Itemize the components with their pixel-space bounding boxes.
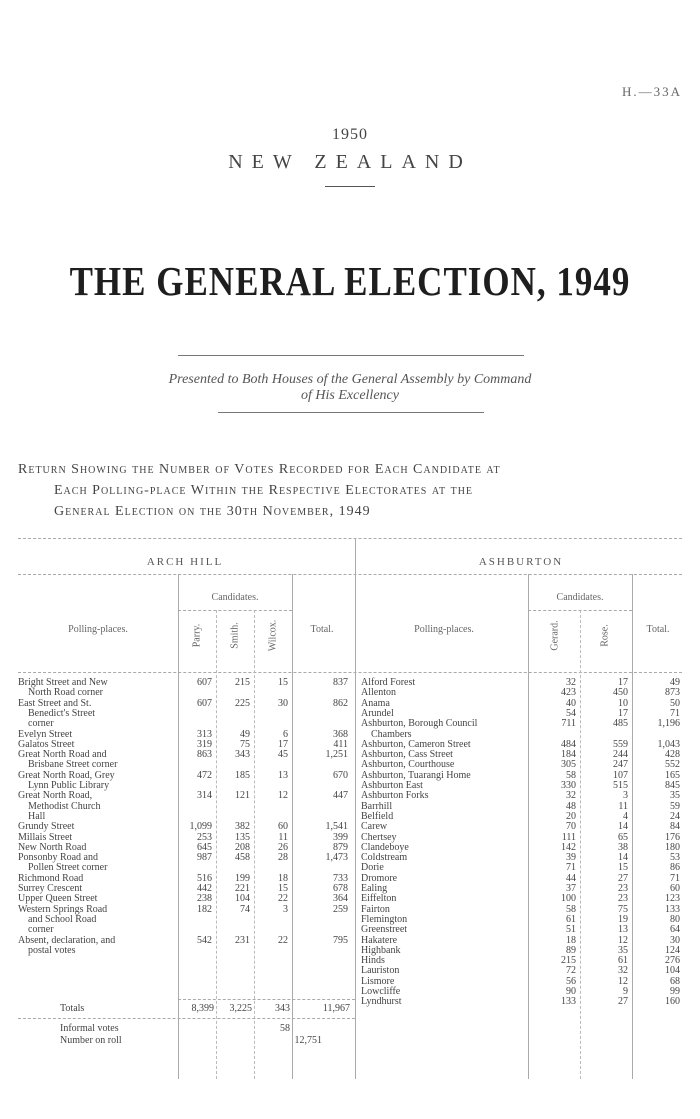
total-smith: 3,225 — [229, 1003, 252, 1014]
polling-place-name: Lowcliffe — [361, 986, 401, 997]
parry-votes: 319 — [197, 738, 212, 750]
polling-place-name: Ashburton Forks — [361, 790, 429, 802]
smith-votes: 74 — [240, 903, 250, 915]
table-header-rule — [18, 574, 682, 575]
gerard-votes: 58 — [566, 769, 576, 781]
informal-label: Informal votes — [60, 1023, 119, 1034]
row-total: 35 — [670, 790, 680, 802]
smith-votes: 135 — [235, 831, 250, 843]
row-total: 59 — [670, 800, 680, 812]
row-total: 60 — [670, 883, 680, 894]
smith-votes: 343 — [235, 749, 250, 761]
smith-votes: 458 — [235, 852, 250, 864]
row-total: 160 — [665, 996, 680, 1008]
row-total: 873 — [665, 687, 680, 699]
wilcox-votes: 15 — [278, 677, 288, 688]
wilcox-votes: 17 — [278, 738, 288, 750]
parry-votes: 182 — [197, 903, 212, 915]
rose-votes: 515 — [613, 780, 628, 791]
wilcox-votes: 28 — [278, 852, 288, 864]
row-total: 399 — [333, 831, 348, 843]
polling-place-name: Dromore — [361, 872, 398, 884]
section-divider — [355, 538, 356, 1079]
row-total: 837 — [333, 677, 348, 688]
rose-votes: 15 — [618, 862, 628, 874]
gerard-votes: 20 — [566, 810, 576, 822]
row-total: 1,196 — [657, 718, 680, 730]
wilcox-votes: 22 — [278, 893, 288, 905]
smith-votes: 221 — [235, 883, 250, 894]
polling-place-name: Ashburton East — [361, 780, 423, 791]
row-total: 64 — [670, 924, 680, 936]
total-all: 11,967 — [322, 1003, 350, 1014]
smith-votes: 75 — [240, 738, 250, 750]
rose-votes: 11 — [618, 800, 628, 812]
parry-votes: 645 — [197, 841, 212, 853]
page-reference: H.—33A — [621, 84, 682, 99]
smith-votes: 199 — [235, 872, 250, 884]
parry-votes: 542 — [197, 934, 212, 946]
rose-votes: 27 — [618, 872, 628, 884]
gerard-votes: 89 — [566, 944, 576, 956]
polling-place-name: Great North Road, — [18, 790, 93, 802]
rose-votes: 3 — [623, 790, 628, 802]
row-total: 50 — [670, 697, 680, 709]
gerard-votes: 48 — [566, 800, 576, 812]
polling-place-name: Greenstreet — [361, 924, 408, 936]
gerard-votes: 51 — [566, 924, 576, 936]
rose-votes: 12 — [618, 934, 628, 946]
gerard-votes: 423 — [561, 687, 576, 699]
row-total: 1,043 — [657, 738, 680, 750]
electorate-ashburton: ASHBURTON — [478, 556, 564, 568]
top-rule — [178, 355, 524, 356]
polling-place-name: corner — [28, 718, 54, 730]
arch-hill-candidates-label: Candidates. — [211, 592, 259, 603]
rose-votes: 32 — [618, 965, 628, 977]
gerard-votes: 184 — [561, 749, 576, 761]
row-total: 259 — [333, 903, 348, 915]
gerard-votes: 18 — [566, 934, 576, 946]
parry-votes: 442 — [197, 883, 212, 894]
totals-bottom-rule — [18, 1018, 355, 1019]
smith-votes: 231 — [235, 934, 250, 946]
polling-place-name: corner — [28, 924, 54, 936]
rose-votes: 65 — [618, 831, 628, 843]
wilcox-votes: 26 — [278, 841, 288, 853]
row-total: 84 — [670, 821, 680, 833]
row-total: 71 — [670, 707, 680, 719]
polling-place-name: Eiffelton — [361, 893, 397, 905]
row-total: 428 — [665, 749, 680, 761]
smith-votes: 49 — [240, 728, 250, 740]
polling-place-name: Grundy Street — [18, 821, 75, 833]
gerard-votes: 305 — [561, 759, 576, 771]
row-total: 879 — [333, 841, 348, 853]
gerard-votes: 100 — [561, 893, 576, 905]
rose-votes: 61 — [618, 955, 628, 967]
parry-votes: 863 — [197, 749, 212, 761]
polling-place-name: Ashburton, Borough Council — [361, 718, 478, 730]
polling-place-name: Ponsonby Road and — [18, 852, 98, 864]
candidate-wilcox-header: Wilcox. — [267, 619, 279, 652]
polling-place-name: Fairton — [361, 903, 390, 915]
polling-place-name: Dorie — [361, 862, 384, 874]
polling-place-name: Hakatere — [361, 934, 398, 946]
polling-place-name: Lauriston — [361, 965, 400, 977]
gerard-votes: 330 — [561, 780, 576, 791]
polling-place-name: Belfield — [361, 810, 394, 822]
gerard-votes: 39 — [566, 852, 576, 864]
polling-place-name: Absent, declaration, and — [18, 934, 116, 946]
rose-votes: 27 — [618, 996, 628, 1008]
polling-place-name: Lynn Public Library — [28, 780, 110, 791]
roll-label: Number on roll — [60, 1035, 122, 1046]
row-total: 845 — [665, 780, 680, 791]
document-title: THE GENERAL ELECTION, 1949 — [69, 258, 631, 305]
return-description — [18, 459, 682, 522]
rose-votes: 247 — [613, 759, 628, 771]
wilcox-votes: 60 — [278, 821, 288, 833]
rose-votes: 14 — [618, 821, 628, 833]
gerard-votes: 142 — [561, 841, 576, 853]
arch-hill-polling-header: Polling-places. — [68, 624, 128, 635]
polling-place-name: Richmond Road — [18, 872, 84, 884]
row-total: 49 — [670, 677, 680, 688]
wilcox-votes: 45 — [278, 749, 288, 761]
table-body-rule — [18, 672, 682, 673]
polling-place-name: Alford Forest — [361, 677, 416, 688]
return-line-1: Return Showing the Number of Votes Recorded for Each Candidate at — [18, 462, 501, 477]
informal-value: 58 — [280, 1023, 290, 1034]
gerard-votes: 61 — [566, 913, 576, 925]
gerard-votes: 37 — [566, 883, 576, 894]
rose-votes: 14 — [618, 852, 628, 864]
rose-votes: 107 — [613, 769, 628, 781]
parry-votes: 987 — [197, 852, 212, 864]
rose-votes: 559 — [613, 738, 628, 750]
rose-votes: 38 — [618, 841, 628, 853]
polling-place-name: Ashburton, Cameron Street — [361, 738, 471, 750]
row-total: 123 — [665, 893, 680, 905]
wilcox-votes: 3 — [283, 903, 288, 915]
row-total: 86 — [670, 862, 680, 874]
polling-place-name: Ealing — [361, 883, 388, 894]
smith-votes: 121 — [235, 790, 250, 802]
wilcox-votes: 22 — [278, 934, 288, 946]
row-total: 80 — [670, 913, 680, 925]
row-total: 53 — [670, 852, 680, 864]
arch-hill-total-header: Total. — [310, 624, 334, 635]
polling-place-name: North Road corner — [28, 687, 103, 699]
smith-votes: 208 — [235, 841, 250, 853]
polling-place-name: Upper Queen Street — [18, 893, 98, 905]
row-total: 368 — [333, 728, 348, 740]
row-total: 176 — [665, 831, 680, 843]
row-total: 165 — [665, 769, 680, 781]
polling-place-name: Hall — [28, 810, 46, 822]
rose-votes: 17 — [618, 707, 628, 719]
totals-rule — [178, 999, 355, 1000]
gerard-votes: 32 — [566, 790, 576, 802]
row-total: 104 — [665, 965, 680, 977]
row-total: 447 — [333, 790, 348, 802]
heading-divider — [325, 186, 375, 187]
gerard-votes: 44 — [566, 872, 576, 884]
polling-place-name: Galatos Street — [18, 738, 75, 750]
polling-place-name: Great North Road and — [18, 749, 107, 761]
candidate-gerard-header: Gerard. — [549, 620, 561, 651]
row-total: 1,251 — [325, 749, 348, 761]
ashburton-total-header: Total. — [646, 624, 670, 635]
return-line-3: General Election on the 30th November, 1949 — [54, 504, 371, 519]
row-total: 1,541 — [325, 821, 348, 833]
wilcox-votes: 13 — [278, 769, 288, 781]
parry-votes: 607 — [197, 677, 212, 688]
polling-place-name: Coldstream — [361, 852, 408, 864]
polling-place-name: Clandeboye — [361, 841, 409, 853]
polling-place-name: and School Road — [28, 913, 97, 925]
return-line-2: Each Polling-place Within the Respective Electorates at the — [54, 483, 474, 498]
country-heading: NEW ZEALAND — [228, 151, 472, 173]
row-total: 411 — [333, 738, 348, 750]
presented-note — [0, 372, 700, 404]
smith-votes: 215 — [235, 677, 250, 688]
electorate-arch-hill: ARCH HILL — [146, 556, 224, 568]
polling-place-name: Great North Road, Grey — [18, 769, 115, 781]
row-total: 678 — [333, 883, 348, 894]
polling-place-name: Ashburton, Tuarangi Home — [361, 769, 471, 781]
gerard-votes: 90 — [566, 986, 576, 997]
polling-place-name: Chambers — [371, 728, 412, 740]
wilcox-votes: 18 — [278, 872, 288, 884]
gerard-votes: 133 — [561, 996, 576, 1008]
presented-line-1: Presented to Both Houses of the General Assembly by Command — [168, 372, 532, 387]
rose-votes: 244 — [613, 749, 628, 761]
polling-place-name: Millais Street — [18, 831, 73, 843]
row-total: 180 — [665, 841, 680, 853]
rose-votes: 10 — [618, 697, 628, 709]
polling-place-name: Brisbane Street corner — [28, 759, 118, 771]
polling-place-name: Hinds — [361, 955, 385, 967]
bottom-rule — [218, 412, 484, 413]
rose-votes: 9 — [623, 986, 628, 997]
polling-place-name: New North Road — [18, 841, 87, 853]
rose-votes: 4 — [623, 810, 628, 822]
rose-votes: 23 — [618, 883, 628, 894]
polling-place-name: Allenton — [361, 687, 396, 699]
rose-votes: 75 — [618, 903, 628, 915]
polling-place-name: Pollen Street corner — [28, 862, 108, 874]
row-total: 24 — [670, 810, 680, 822]
row-total: 733 — [333, 872, 348, 884]
total-wilcox: 343 — [275, 1003, 290, 1014]
polling-place-name: Western Springs Road — [18, 903, 108, 915]
gerard-votes: 72 — [566, 965, 576, 977]
polling-place-name: Flemington — [361, 913, 408, 925]
rose-votes: 17 — [618, 677, 628, 688]
rose-votes: 35 — [618, 944, 628, 956]
smith-votes: 382 — [235, 821, 250, 833]
polling-place-name: Methodist Church — [28, 800, 101, 812]
parry-votes: 516 — [197, 872, 212, 884]
row-total: 364 — [333, 893, 348, 905]
parry-votes: 238 — [197, 893, 212, 905]
gerard-votes: 40 — [566, 697, 576, 709]
polling-place-name: Chertsey — [361, 831, 397, 843]
totals-label: Totals — [60, 1003, 85, 1014]
gerard-votes: 215 — [561, 955, 576, 967]
polling-place-name: Carew — [361, 821, 388, 833]
row-total: 795 — [333, 934, 348, 946]
smith-votes: 185 — [235, 769, 250, 781]
row-total: 99 — [670, 986, 680, 997]
polling-place-name: Ashburton, Cass Street — [361, 749, 453, 761]
gerard-votes: 70 — [566, 821, 576, 833]
polling-place-name: Arundel — [361, 707, 394, 719]
gerard-votes: 56 — [566, 975, 576, 987]
parry-votes: 472 — [197, 769, 212, 781]
rose-votes: 23 — [618, 893, 628, 905]
polling-place-name: Lismore — [361, 975, 395, 987]
gerard-votes: 58 — [566, 903, 576, 915]
row-total: 124 — [665, 944, 680, 956]
polling-place-name: Ashburton, Courthouse — [361, 759, 455, 771]
smith-votes: 104 — [235, 893, 250, 905]
gerard-votes: 484 — [561, 738, 576, 750]
smith-votes: 225 — [235, 697, 250, 709]
row-total: 552 — [665, 759, 680, 771]
row-total: 1,473 — [325, 852, 348, 864]
polling-place-name: Lyndhurst — [361, 996, 402, 1008]
rose-votes: 485 — [613, 718, 628, 730]
row-total: 133 — [665, 903, 680, 915]
wilcox-votes: 30 — [278, 697, 288, 709]
total-parry: 8,399 — [191, 1003, 214, 1014]
gerard-votes: 711 — [561, 718, 576, 730]
roll-value: 12,751 — [294, 1035, 322, 1046]
polling-place-name: Highbank — [361, 944, 401, 956]
ashburton-candidates-label: Candidates. — [556, 592, 604, 603]
polling-place-name: Barrhill — [361, 800, 393, 812]
candidate-smith-header: Smith. — [229, 622, 241, 649]
row-total: 862 — [333, 697, 348, 709]
candidate-rose-header: Rose. — [599, 624, 611, 647]
candidate-parry-header: Parry. — [191, 623, 203, 648]
gerard-votes: 71 — [566, 862, 576, 874]
polling-place-name: postal votes — [28, 944, 76, 956]
polling-place-name: East Street and St. — [18, 697, 92, 709]
polling-place-name: Evelyn Street — [18, 728, 73, 740]
polling-place-name: Surrey Crescent — [18, 883, 83, 894]
polling-place-name: Anama — [361, 697, 390, 709]
parry-votes: 314 — [197, 790, 212, 802]
table-top-rule — [18, 538, 682, 539]
polling-place-name: Benedict's Street — [28, 707, 96, 719]
polling-place-name: Bright Street and New — [18, 677, 108, 688]
row-total: 276 — [665, 955, 680, 967]
wilcox-votes: 6 — [283, 728, 288, 740]
rose-votes: 19 — [618, 913, 628, 925]
parry-votes: 313 — [197, 728, 212, 740]
wilcox-votes: 15 — [278, 883, 288, 894]
wilcox-votes: 11 — [278, 831, 288, 843]
row-total: 68 — [670, 975, 680, 987]
parry-votes: 253 — [197, 831, 212, 843]
row-total: 670 — [333, 769, 348, 781]
parry-votes: 1,099 — [189, 821, 212, 833]
rose-votes: 12 — [618, 975, 628, 987]
report-year: 1950 — [332, 126, 368, 143]
gerard-votes: 54 — [566, 707, 576, 719]
rose-votes: 450 — [613, 687, 628, 699]
ashburton-polling-header: Polling-places. — [414, 624, 474, 635]
row-total: 71 — [670, 872, 680, 884]
rose-votes: 13 — [618, 924, 628, 936]
parry-votes: 607 — [197, 697, 212, 709]
gerard-votes: 32 — [566, 677, 576, 688]
presented-line-2: of His Excellency — [301, 388, 399, 403]
gerard-votes: 111 — [561, 831, 576, 843]
row-total: 30 — [670, 934, 680, 946]
wilcox-votes: 12 — [278, 790, 288, 802]
